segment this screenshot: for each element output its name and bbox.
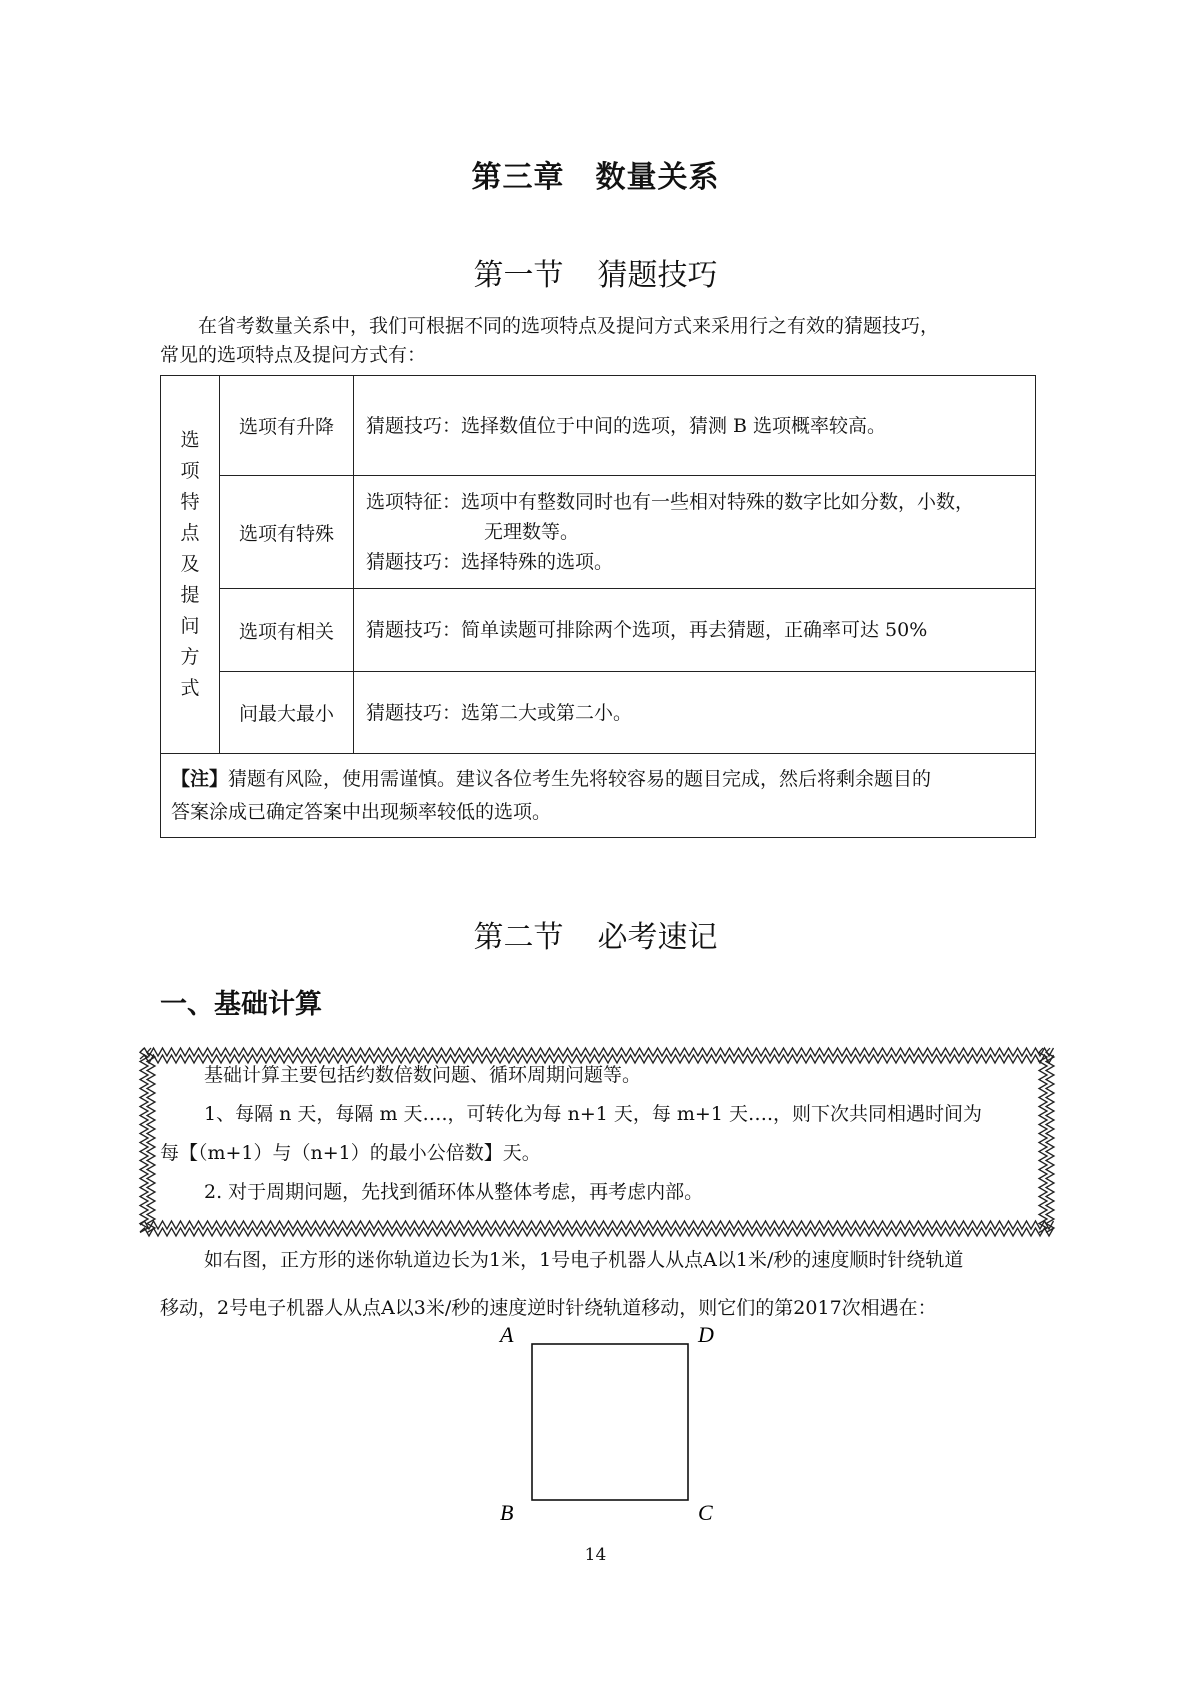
row-text: 猜题技巧：选择数值位于中间的选项，猜测 B 选项概率较高。 — [354, 376, 1036, 476]
row-text: 猜题技巧：选第二大或第二小。 — [354, 672, 1036, 754]
row-text-line: 猜题技巧：选择特殊的选项。 — [366, 551, 614, 573]
intro-line: 常见的选项特点及提问方式有： — [160, 344, 427, 366]
category-char: 问 — [180, 615, 200, 637]
section-name: 必考速记 — [597, 920, 718, 955]
category-char: 特 — [180, 491, 200, 513]
category-char: 项 — [180, 460, 200, 482]
box-line: 每【（m+1）与（n+1）的最小公倍数】天。 — [160, 1142, 541, 1164]
label-c: C — [698, 1500, 713, 1525]
row-text: 猜题技巧：简单读题可排除两个选项，再去猜题，正确率可达 50% — [354, 589, 1036, 672]
category-char: 提 — [180, 584, 200, 606]
zigzag-border-line — [1039, 1048, 1047, 1233]
box-line: 1、每隔 n 天，每隔 m 天….，可转化为每 n+1 天，每 m+1 天….，则下次共同相遇时间为 — [204, 1103, 983, 1125]
label-b: B — [500, 1500, 514, 1525]
section-name: 猜题技巧 — [597, 258, 718, 293]
section-title-2 — [0, 912, 1191, 956]
note-text: 答案涂成已确定答案中出现频率较低的选项。 — [171, 800, 552, 823]
row-label: 选项有相关 — [220, 589, 354, 672]
label-a: A — [500, 1322, 514, 1347]
zigzag-border-line — [140, 1048, 1054, 1056]
zigzag-border-line — [1046, 1048, 1054, 1233]
problem-line: 如右图，正方形的迷你轨道边长为1米，1号电子机器人从点A以1米/秒的速度顺时针绕轨道 — [204, 1249, 964, 1271]
category-char: 及 — [180, 553, 200, 575]
note-text: 猜题有风险，使用需谨慎。建议各位考生先将较容易的题目完成，然后将剩余题目的 — [228, 767, 932, 790]
row-text — [354, 476, 1036, 589]
box-line: 2. 对于周期问题，先找到循环体从整体考虑，再考虑内部。 — [204, 1181, 704, 1203]
section-number: 第二节 — [473, 920, 564, 955]
category-char: 选 — [180, 429, 200, 451]
category-char: 点 — [180, 522, 200, 544]
square-track — [532, 1344, 688, 1500]
label-d: D — [698, 1322, 714, 1347]
intro-line: 在省考数量关系中，我们可根据不同的选项特点及提问方式来采用行之有效的猜题技巧， — [198, 315, 940, 337]
row-text-line: 选项特征：选项中有整数同时也有一些相对特殊的数字比如分数，小数， — [366, 491, 975, 513]
section-title-1 — [0, 250, 1191, 294]
row-label: 选项有升降 — [220, 376, 354, 476]
basic-calc-box — [160, 1056, 1020, 1212]
category-char: 式 — [180, 677, 200, 699]
box-line: 基础计算主要包括约数倍数问题、循环周期问题等。 — [204, 1064, 642, 1086]
row-label: 问最大最小 — [220, 672, 354, 754]
category-cell — [161, 376, 220, 754]
subsection-heading: 一、基础计算 — [160, 989, 322, 1020]
zigzag-border-line — [140, 1221, 1054, 1229]
zigzag-border-line — [140, 1048, 148, 1233]
category-char: 方 — [180, 646, 200, 668]
table-note — [161, 754, 1036, 838]
page-number: 14 — [584, 1545, 607, 1565]
note-prefix: 【注】 — [171, 767, 229, 790]
intro-paragraph — [160, 312, 1035, 370]
problem-line: 移动，2号电子机器人从点A以3米/秒的速度逆时针绕轨道移动，则它们的第2017次相遇在： — [160, 1297, 937, 1319]
chapter-title: 第三章 数量关系 — [471, 160, 720, 195]
square-track-diagram — [470, 1318, 730, 1538]
zigzag-border-line — [140, 1228, 1054, 1236]
row-label: 选项有特殊 — [220, 476, 354, 589]
zigzag-border-line — [147, 1048, 155, 1233]
section-number: 第一节 — [473, 258, 564, 293]
row-text-line: 无理数等。 — [484, 521, 580, 543]
guess-tips-table — [160, 375, 1036, 838]
